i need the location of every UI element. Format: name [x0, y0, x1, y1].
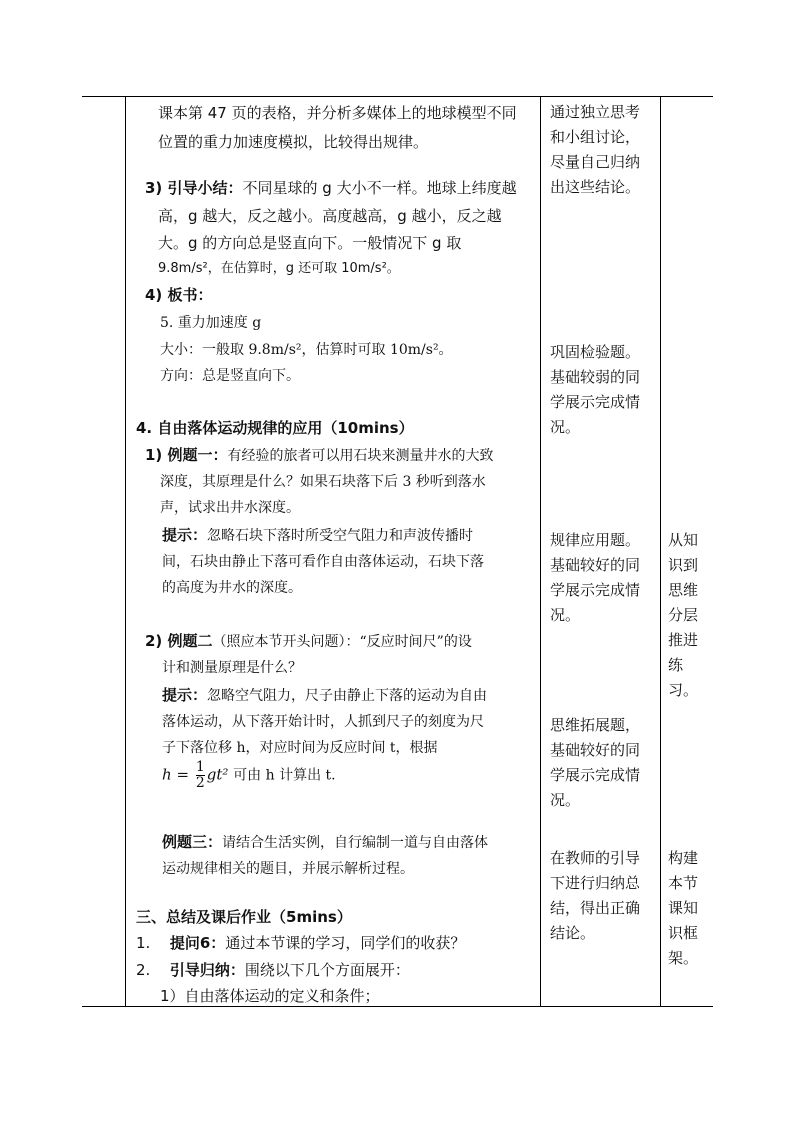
list-number: 1. [136, 934, 151, 952]
question-six [136, 933, 465, 953]
hint-two-text: 落体运动，从下落开始计时，人抓到尺子的刻度为尺 [162, 714, 484, 730]
hint-two [162, 685, 487, 706]
intent-line: 练 [668, 656, 684, 674]
activity-line: 学展示完成情 [550, 393, 641, 411]
intent-line: 识框 [668, 924, 699, 942]
hint-two-label: 提示： [162, 686, 208, 704]
guide-summary-label: 引导归纳： [169, 961, 245, 979]
activity-line: 况。 [550, 791, 581, 809]
column-divider-3 [660, 96, 661, 1007]
column-divider-2 [540, 96, 541, 1007]
summary-text: 9.8m/s²，在估算时，g 还可取 10m/s²。 [158, 261, 400, 276]
design-intent-framework [668, 846, 698, 971]
example-two-text: 计和测量原理是什么？ [162, 660, 302, 676]
board-title: 5. 重力加速度 g [160, 315, 262, 331]
table-bottom-border [82, 1006, 713, 1007]
activity-line: 基础较好的同 [550, 556, 641, 574]
hint-one-label: 提示： [162, 526, 208, 544]
summary-text: 大。g 的方向总是竖直向下。一般情况下 g 取 [158, 234, 462, 252]
activity-line: 下进行归纳总 [550, 874, 641, 892]
free-fall-formula [162, 760, 336, 791]
board-size: 大小：一般取 9.8m/s²，估算时可取 10m/s²。 [160, 342, 453, 358]
example-three [162, 832, 488, 853]
intent-line: 思维 [668, 581, 699, 599]
question-six-label: 提问6： [169, 934, 226, 952]
intent-line: 从知 [668, 531, 699, 549]
example-two-label: 2) 例题二 [145, 632, 213, 650]
hint-one-text: 的高度为井水的深度。 [162, 580, 302, 596]
activity-line: 况。 [550, 606, 581, 624]
summary-text: 高，g 越大，反之越小。高度越高，g 越小，反之越 [158, 207, 502, 225]
guide-summary-text: 围绕以下几个方面展开： [244, 961, 410, 979]
guide-summary [136, 960, 410, 980]
activity-line: 出这些结论。 [550, 178, 641, 196]
example-three-text: 请结合生活实例，自行编制一道与自由落体 [222, 835, 489, 851]
intent-line: 本节 [668, 874, 699, 892]
summary-block [145, 178, 517, 198]
formula-denominator: 2 [195, 775, 205, 791]
student-activity-independent [550, 100, 640, 200]
hint-two-text: 忽略空气阻力，尺子由静止下落的运动为自由 [207, 688, 488, 704]
hint-one [162, 525, 473, 546]
activity-line: 基础较弱的同 [550, 368, 641, 386]
list-number: 2. [136, 961, 151, 979]
formula-equals: = [176, 765, 190, 784]
intent-line: 课知 [668, 899, 699, 917]
activity-line: 尽量自己归纳 [550, 153, 641, 171]
board-label: 4) 板书： [145, 286, 213, 304]
intent-line: 分层 [668, 606, 699, 624]
student-activity-application [550, 528, 640, 628]
activity-line: 结，得出正确 [550, 899, 641, 917]
intent-line: 构建 [668, 849, 699, 867]
example-one-text: 有经验的旅者可以用石块来测量井水的大致 [227, 448, 494, 464]
intent-line: 习。 [668, 681, 699, 699]
activity-line: 在教师的引导 [550, 849, 641, 867]
hint-two-text: 子下落位移 h，对应时间为反应时间 t，根据 [162, 740, 438, 756]
question-six-text: 通过本节课的学习，同学们的收获？ [225, 934, 466, 952]
activity-line: 和小组讨论， [550, 128, 641, 146]
text-line: 位置的重力加速度模拟，比较得出规律。 [158, 133, 429, 151]
activity-line: 通过独立思考 [550, 103, 641, 121]
example-two [145, 631, 472, 652]
hint-one-text: 间，石块由静止下落可看作自由落体运动，石块下落 [162, 554, 484, 570]
student-activity-consolidation [550, 340, 640, 440]
example-three-text: 运动规律相关的题目，并展示解析过程。 [162, 861, 414, 877]
example-one-text: 声，试求出井水深度。 [160, 500, 300, 516]
activity-line: 规律应用题。 [550, 531, 641, 549]
activity-line: 巩固检验题。 [550, 343, 641, 361]
section-title: 三、总结及课后作业（5mins） [136, 908, 352, 926]
hint-one-text: 忽略石块下落时所受空气阻力和声波传播时 [207, 528, 474, 544]
intent-line: 识到 [668, 556, 699, 574]
summary-text: 不同星球的 g 大小不一样。地球上纬度越 [242, 179, 517, 197]
formula-fraction [196, 760, 205, 791]
text-line: 课本第 47 页的表格，并分析多媒体上的地球模型不同 [158, 104, 517, 122]
intent-line: 推进 [668, 631, 699, 649]
student-activity-extension [550, 713, 640, 813]
formula-h: h [162, 765, 172, 784]
student-activity-summary [550, 846, 640, 946]
example-three-label: 例题三： [162, 833, 223, 851]
activity-line: 基础较好的同 [550, 741, 641, 759]
summary-label: 3) 引导小结： [145, 179, 243, 197]
table-top-border [82, 96, 713, 97]
activity-line: 学展示完成情 [550, 766, 641, 784]
activity-line: 况。 [550, 418, 581, 436]
section-title: 4. 自由落体运动规律的应用（10mins） [136, 419, 414, 437]
board-direction: 方向：总是竖直向下。 [160, 368, 300, 384]
activity-line: 思维拓展题， [550, 716, 641, 734]
example-one-text: 深度，其原理是什么？如果石块落下后 3 秒听到落水 [160, 474, 486, 490]
intent-line: 架。 [668, 949, 699, 967]
example-one [145, 445, 494, 466]
example-two-text: （照应本节开头问题）：“反应时间尺”的设 [212, 634, 472, 650]
activity-line: 结论。 [550, 924, 596, 942]
formula-gt: gt² [206, 765, 229, 784]
formula-numerator: 1 [195, 759, 205, 775]
formula-tail: 可由 h 计算出 t. [233, 767, 336, 784]
column-divider-1 [125, 96, 126, 1007]
activity-line: 学展示完成情 [550, 581, 641, 599]
summary-subitem: 1）自由落体运动的定义和条件； [160, 987, 380, 1005]
example-one-label: 1) 例题一： [145, 446, 228, 464]
design-intent-layered [668, 528, 698, 703]
